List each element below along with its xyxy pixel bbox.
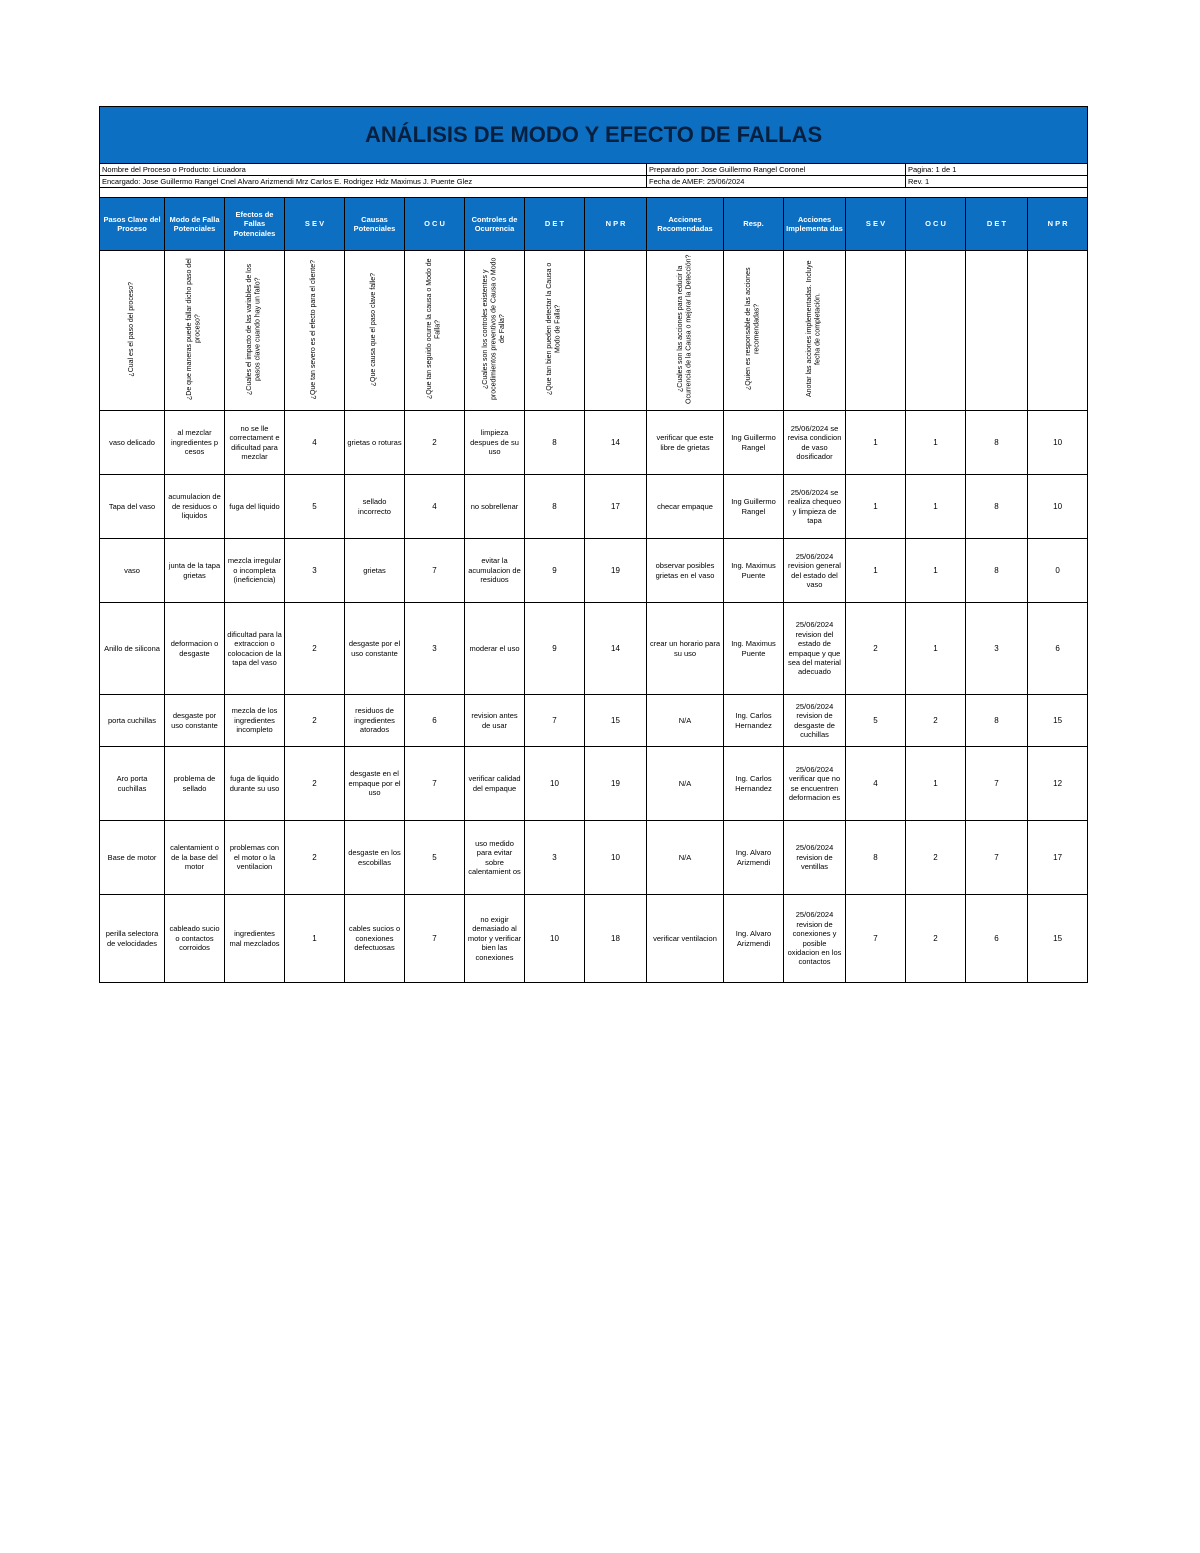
table-cell: no sobrellenar xyxy=(465,475,525,539)
table-cell: 3 xyxy=(285,539,345,603)
table-cell: Ing. Maximus Puente xyxy=(724,539,784,603)
table-cell: 1 xyxy=(906,747,966,821)
table-cell: 8 xyxy=(525,411,585,475)
table-cell: 15 xyxy=(585,695,647,747)
table-cell: 7 xyxy=(846,895,906,983)
guide-question-cell xyxy=(405,251,465,411)
table-cell: fuga de liquido durante su uso xyxy=(225,747,285,821)
table-cell: 1 xyxy=(846,411,906,475)
column-header: S E V xyxy=(285,198,345,251)
table-cell: 7 xyxy=(405,539,465,603)
table-cell: porta cuchillas xyxy=(100,695,165,747)
table-cell: no se lle correctament e dificultad para mezclar xyxy=(225,411,285,475)
table-cell: deformacion o desgaste xyxy=(165,603,225,695)
table-cell: 19 xyxy=(585,747,647,821)
table-cell: 1 xyxy=(285,895,345,983)
header-row xyxy=(100,198,1088,251)
table-cell: 9 xyxy=(525,539,585,603)
column-header: O C U xyxy=(906,198,966,251)
table-cell: 25/06/2024 revision del estado de empaque y que sea del material adecuado xyxy=(784,603,846,695)
table-cell: 4 xyxy=(285,411,345,475)
column-header: N P R xyxy=(1028,198,1088,251)
guide-question: Anotar las acciones implementadas. Incluye fecha de completación. xyxy=(806,261,822,398)
table-cell: 6 xyxy=(966,895,1028,983)
table-cell: moderar el uso xyxy=(465,603,525,695)
table-cell: desgaste por el uso constante xyxy=(345,603,405,695)
table-cell: desgaste en el empaque por el uso xyxy=(345,747,405,821)
managers: Encargado: Jose Guillermo Rangel Cnel Alvaro Arizmendi Mrz Carlos E. Rodrigez Hdz Maximus J. Puente Glez xyxy=(100,176,647,188)
table-body xyxy=(100,411,1088,983)
table-cell: 8 xyxy=(966,475,1028,539)
table-cell: calentamient o de la base del motor xyxy=(165,821,225,895)
table-cell: 14 xyxy=(585,603,647,695)
table-cell: verificar ventilacion xyxy=(647,895,724,983)
table-cell: 7 xyxy=(966,821,1028,895)
column-header: D E T xyxy=(525,198,585,251)
table-cell: verificar calidad del empaque xyxy=(465,747,525,821)
table-row xyxy=(100,747,1088,821)
table-cell: 25/06/2024 revision de desgaste de cuchillas xyxy=(784,695,846,747)
table-cell: 3 xyxy=(405,603,465,695)
table-cell: desgaste por uso constante xyxy=(165,695,225,747)
guide-question-cell xyxy=(906,251,966,411)
table-cell: 4 xyxy=(405,475,465,539)
column-header: Resp. xyxy=(724,198,784,251)
guide-question-cell xyxy=(285,251,345,411)
table-cell: observar posibles grietas en el vaso xyxy=(647,539,724,603)
guide-question-cell xyxy=(647,251,724,411)
column-header: N P R xyxy=(585,198,647,251)
column-header: S E V xyxy=(846,198,906,251)
table-cell: 2 xyxy=(285,747,345,821)
table-cell: 6 xyxy=(405,695,465,747)
column-header: Efectos de Fallas Potenciales xyxy=(225,198,285,251)
guide-question-cell xyxy=(100,251,165,411)
guide-question-cell xyxy=(846,251,906,411)
guide-question: ¿Quien es responsable de las acciones recomendadas? xyxy=(745,268,761,391)
table-cell: 2 xyxy=(285,821,345,895)
table-cell: 10 xyxy=(1028,475,1088,539)
guide-question: ¿Cual es el paso del proceso? xyxy=(127,282,135,377)
table-cell: 7 xyxy=(405,747,465,821)
column-header: Modo de Falla Potenciales xyxy=(165,198,225,251)
table-cell: 1 xyxy=(906,603,966,695)
table-cell: cableado sucio o contactos corroidos xyxy=(165,895,225,983)
table-cell: 9 xyxy=(525,603,585,695)
page-title: ANÁLISIS DE MODO Y EFECTO DE FALLAS xyxy=(100,107,1088,164)
table-cell: 2 xyxy=(846,603,906,695)
table-cell: 7 xyxy=(525,695,585,747)
column-header: Controles de Ocurrencia xyxy=(465,198,525,251)
table-cell: 25/06/2024 verificar que no se encuentren deformacion es xyxy=(784,747,846,821)
table-cell: 2 xyxy=(285,603,345,695)
guide-question: ¿Cuales son los controles existentes y procedimientos preventivos de Causa o Modo de Falla? xyxy=(481,258,506,401)
table-cell: 5 xyxy=(405,821,465,895)
prepared-by: Preparado por: Jose Guillermo Rangel Coronel xyxy=(647,164,906,176)
table-cell: 10 xyxy=(525,747,585,821)
guide-question-cell xyxy=(225,251,285,411)
guide-question-cell xyxy=(345,251,405,411)
table-cell: N/A xyxy=(647,747,724,821)
table-cell: sellado incorrecto xyxy=(345,475,405,539)
table-cell: 7 xyxy=(966,747,1028,821)
table-cell: 8 xyxy=(966,539,1028,603)
table-cell: 1 xyxy=(906,475,966,539)
guide-question-cell xyxy=(1028,251,1088,411)
table-cell: 2 xyxy=(906,695,966,747)
table-cell: no exigir demasiado al motor y verificar bien las conexiones xyxy=(465,895,525,983)
guide-question-cell xyxy=(724,251,784,411)
table-cell: 25/06/2024 revision de ventillas xyxy=(784,821,846,895)
table-cell: 1 xyxy=(906,539,966,603)
guide-question: ¿Que tan bien pueden detectar la Causa o Modo de Falla? xyxy=(546,263,562,396)
guide-question: ¿De que maneras puede fallar dicho paso del proceso? xyxy=(186,258,202,401)
table-cell: 10 xyxy=(1028,411,1088,475)
table-cell: 4 xyxy=(846,747,906,821)
table-cell: Aro porta cuchillas xyxy=(100,747,165,821)
guide-question: ¿Cuales el impacto de las variables de los pasos clave cuando hay un fallo? xyxy=(246,263,262,395)
table-cell: 3 xyxy=(525,821,585,895)
guide-question-cell xyxy=(465,251,525,411)
guide-question-cell xyxy=(165,251,225,411)
table-cell: grietas xyxy=(345,539,405,603)
table-cell: 25/06/2024 se realiza chequeo y limpieza de tapa xyxy=(784,475,846,539)
table-cell: 3 xyxy=(966,603,1028,695)
table-cell: 18 xyxy=(585,895,647,983)
table-cell: crear un horario para su uso xyxy=(647,603,724,695)
guide-question: ¿Cuales son las acciones para reducir la Ocurrencia de la Causa o mejorar la Detección? xyxy=(676,254,692,405)
table-cell: 2 xyxy=(285,695,345,747)
table-cell: Tapa del vaso xyxy=(100,475,165,539)
table-cell: limpieza despues de su uso xyxy=(465,411,525,475)
table-cell: Ing. Carlos Hernandez xyxy=(724,695,784,747)
table-cell: 8 xyxy=(525,475,585,539)
table-cell: 25/06/2024 revision de conexiones y posible oxidacion en los contactos xyxy=(784,895,846,983)
process-name: Nombre del Proceso o Producto: Licuadora xyxy=(100,164,647,176)
table-cell: problema de sellado xyxy=(165,747,225,821)
table-cell: 0 xyxy=(1028,539,1088,603)
table-cell: 2 xyxy=(906,821,966,895)
table-cell: verificar que este libre de grietas xyxy=(647,411,724,475)
column-header: Acciones Recomendadas xyxy=(647,198,724,251)
table-cell: evitar la acumulacion de residuos xyxy=(465,539,525,603)
table-cell: 17 xyxy=(585,475,647,539)
table-cell: 1 xyxy=(846,475,906,539)
table-cell: junta de la tapa grietas xyxy=(165,539,225,603)
page-number: Pagina: 1 de 1 xyxy=(906,164,1088,176)
guide-question-cell xyxy=(784,251,846,411)
table-cell: desgaste en los escobillas xyxy=(345,821,405,895)
table-cell: 8 xyxy=(966,695,1028,747)
guide-question-cell xyxy=(966,251,1028,411)
table-cell: ingredientes mal mezclados xyxy=(225,895,285,983)
table-row xyxy=(100,411,1088,475)
table-cell: Ing. Maximus Puente xyxy=(724,603,784,695)
guide-question-cell xyxy=(525,251,585,411)
table-row xyxy=(100,695,1088,747)
table-cell: 6 xyxy=(1028,603,1088,695)
table-cell: Ing Guillermo Rangel xyxy=(724,475,784,539)
table-cell: 1 xyxy=(906,411,966,475)
table-cell: 10 xyxy=(585,821,647,895)
table-cell: mezcla irregular o incompleta (ineficiencia) xyxy=(225,539,285,603)
table-cell: N/A xyxy=(647,821,724,895)
table-row xyxy=(100,475,1088,539)
table-cell: 19 xyxy=(585,539,647,603)
table-cell: revision antes de usar xyxy=(465,695,525,747)
table-cell: 12 xyxy=(1028,747,1088,821)
guide-question: ¿Que tan seguido ocurre la causa o Modo de Falla? xyxy=(426,259,442,400)
table-cell: 5 xyxy=(285,475,345,539)
table-cell: Ing. Alvaro Arizmendi xyxy=(724,821,784,895)
table-cell: vaso xyxy=(100,539,165,603)
table-cell: Ing. Carlos Hernandez xyxy=(724,747,784,821)
table-cell: 25/06/2024 se revisa condicion de vaso dosificador xyxy=(784,411,846,475)
table-row xyxy=(100,895,1088,983)
table-cell: perilla selectora de velocidades xyxy=(100,895,165,983)
table-cell: Base de motor xyxy=(100,821,165,895)
column-header: O C U xyxy=(405,198,465,251)
guide-question: ¿Que tan severo es el efecto para el cliente? xyxy=(310,259,318,399)
column-header: Acciones Implementa das xyxy=(784,198,846,251)
guide-question-cell xyxy=(585,251,647,411)
table-cell: 2 xyxy=(405,411,465,475)
table-cell: dificultad para la extraccion o colocacion de la tapa del vaso xyxy=(225,603,285,695)
table-cell: 15 xyxy=(1028,895,1088,983)
table-cell: 25/06/2024 revision general del estado del vaso xyxy=(784,539,846,603)
table-cell: 5 xyxy=(846,695,906,747)
column-header: Causas Potenciales xyxy=(345,198,405,251)
table-cell: 10 xyxy=(525,895,585,983)
table-cell: 8 xyxy=(846,821,906,895)
table-cell: 2 xyxy=(906,895,966,983)
table-cell: 7 xyxy=(405,895,465,983)
table-cell: mezcla de los ingredientes incompleto xyxy=(225,695,285,747)
spacer-row xyxy=(100,188,1088,198)
guide-question: ¿Que causa que el paso clave falle? xyxy=(370,272,378,386)
table-row xyxy=(100,539,1088,603)
table-cell: checar empaque xyxy=(647,475,724,539)
table-cell: fuga del liquido xyxy=(225,475,285,539)
table-cell: 14 xyxy=(585,411,647,475)
amef-date: Fecha de AMEF: 25/06/2024 xyxy=(647,176,906,188)
table-cell: 17 xyxy=(1028,821,1088,895)
fmea-table xyxy=(99,106,1088,983)
table-cell: Anillo de silicona xyxy=(100,603,165,695)
table-cell: cables sucios o conexiones defectuosas xyxy=(345,895,405,983)
table-cell: residuos de ingredientes atorados xyxy=(345,695,405,747)
table-cell: N/A xyxy=(647,695,724,747)
question-row xyxy=(100,251,1088,411)
table-cell: Ing. Alvaro Arizmendi xyxy=(724,895,784,983)
table-cell: Ing Guillermo Rangel xyxy=(724,411,784,475)
table-cell: acumulacion de de residuos o liquidos xyxy=(165,475,225,539)
table-cell: al mezclar ingredientes p cesos xyxy=(165,411,225,475)
column-header: Pasos Clave del Proceso xyxy=(100,198,165,251)
column-header: D E T xyxy=(966,198,1028,251)
table-cell: 1 xyxy=(846,539,906,603)
table-cell: 15 xyxy=(1028,695,1088,747)
table-cell: uso medido para evitar sobre calentamient os xyxy=(465,821,525,895)
table-row xyxy=(100,821,1088,895)
table-cell: problemas con el motor o la ventilacion xyxy=(225,821,285,895)
table-row xyxy=(100,603,1088,695)
table-cell: vaso delicado xyxy=(100,411,165,475)
revision: Rev. 1 xyxy=(906,176,1088,188)
table-cell: grietas o roturas xyxy=(345,411,405,475)
table-cell: 8 xyxy=(966,411,1028,475)
